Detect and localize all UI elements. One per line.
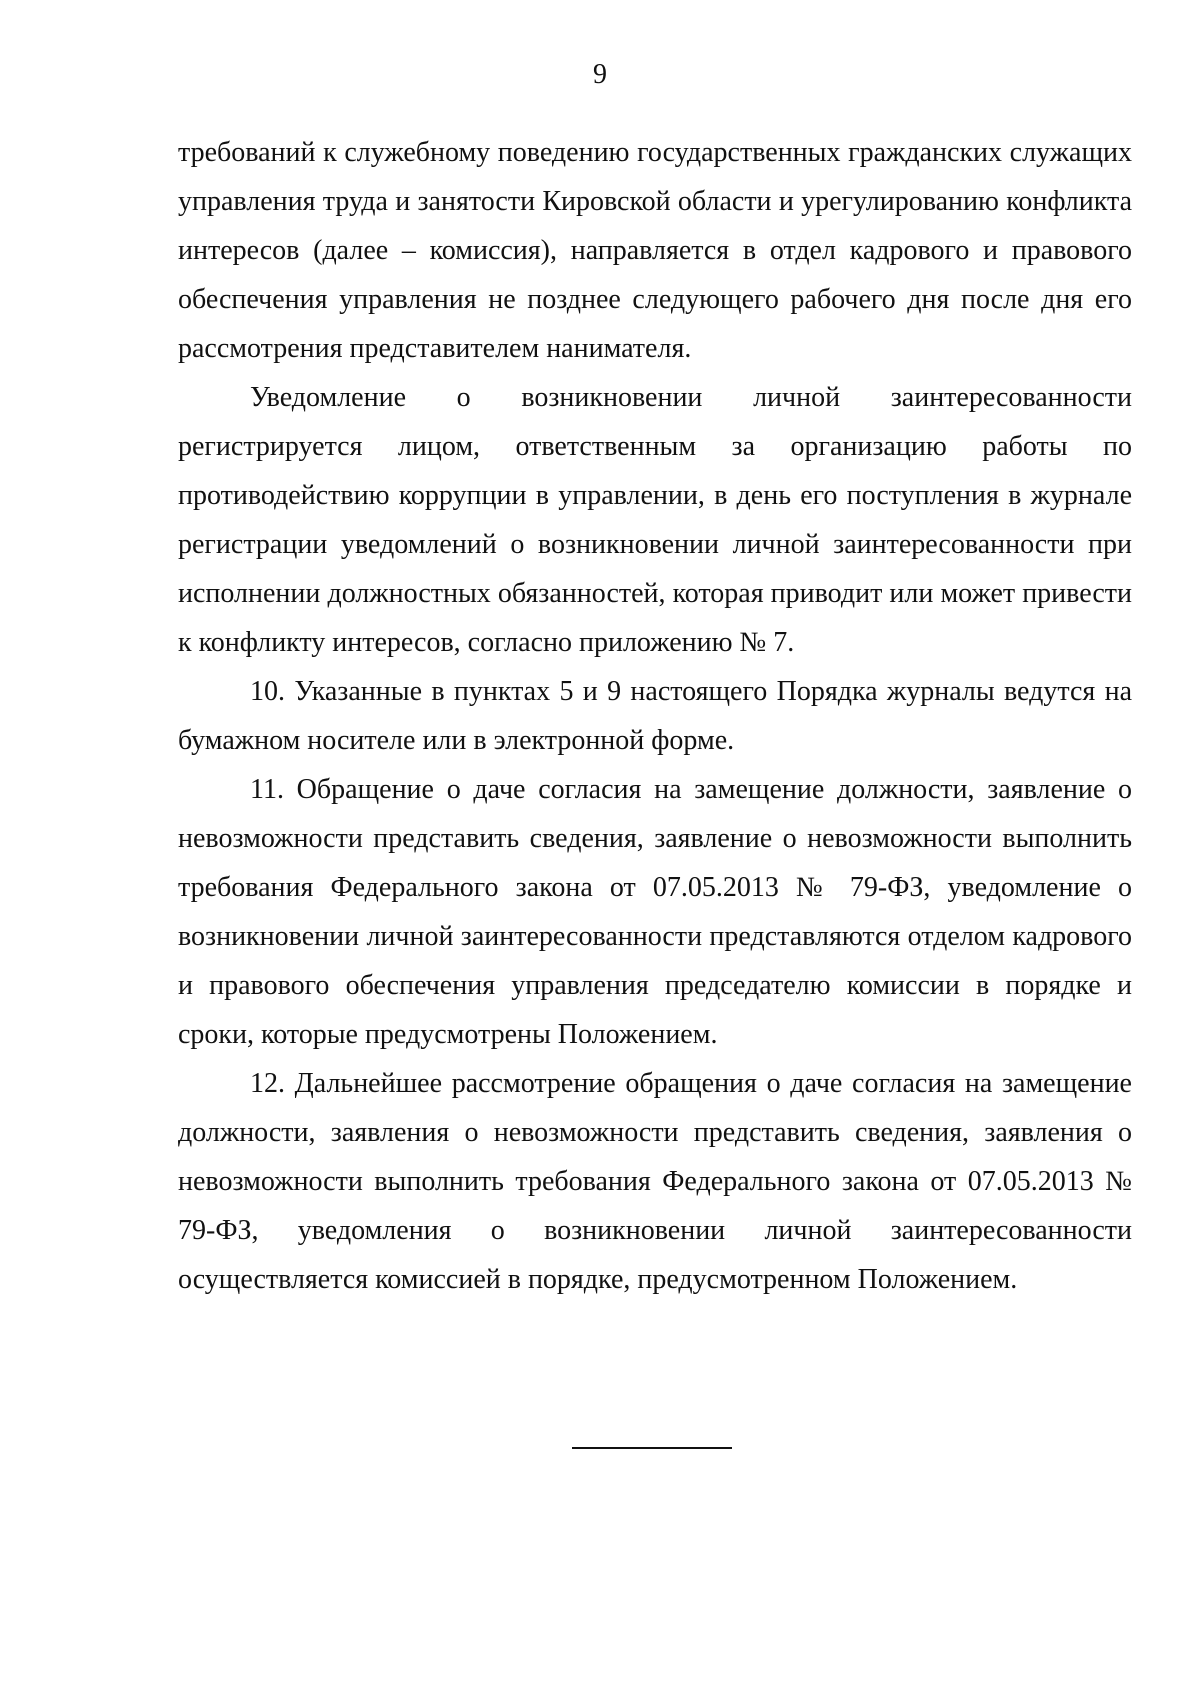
paragraph-item-12: 12. Дальнейшее рассмотрение обращения о даче согласия на замещение должности, заявления о невозможности представить сведения, заявления о невозможности выполнить требования Федерального закона от 07.05.2013 № 79-ФЗ, уведомления о возникновении личной заинтересованности осуществляется комиссией в порядке, предусмотренном Положением. <box>178 1068 1132 1295</box>
paragraph-item-11: 11. Обращение о даче согласия на замещение должности, заявление о невозможности представить сведения, заявление о невозможности выполнить требования Федерального закона от 07.05.2013 № 79-ФЗ, уведомление о возникновении личной заинтересованности представляются отделом кадрового и правового обеспечения управления председателю комиссии в порядке и сроки, которые предусмотрены Положением. <box>178 774 1132 1050</box>
closing-separator-line <box>572 1447 732 1449</box>
document-body <box>178 128 1132 1304</box>
page-number: 9 <box>593 59 607 90</box>
paragraph-notification-registration: Уведомление о возникновении личной заинтересованности регистрируется лицом, ответственным за организацию работы по противодействию коррупции в управлении, в день его поступления в журнале регистрации уведомлений о возникновении личной заинтересованности при исполнении должностных обязанностей, которая приводит или может привести к конфликту интересов, согласно приложению № 7. <box>178 382 1132 658</box>
paragraph-item-10: 10. Указанные в пунктах 5 и 9 настоящего Порядка журналы ведутся на бумажном носителе или в электронной форме. <box>178 676 1132 756</box>
paragraph-continuation: требований к служебному поведению государственных гражданских служащих управления труда и занятости Кировской области и урегулированию конфликта интересов (далее – комиссия), направляется в отдел кадрового и правового обеспечения управления не позднее следующего рабочего дня после дня его рассмотрения представителем нанимателя. <box>178 137 1132 364</box>
